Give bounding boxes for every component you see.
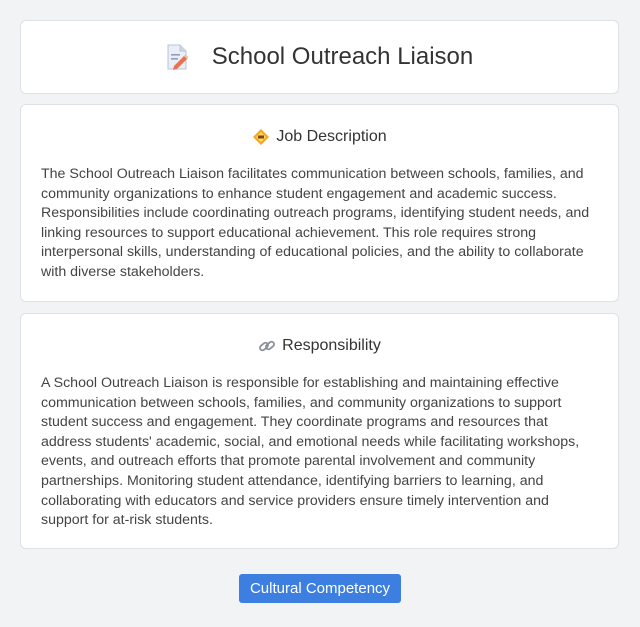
responsibility-title: Responsibility	[282, 337, 381, 354]
job-description-text: The School Outreach Liaison facilitates communication between schools, families, and community organizations to enhance student engagement and academic success. Responsibilities include coordinating outreach programs, identifying student needs, and linking resources to support educational achievement. This role requires strong interpersonal skills, understanding of educational policies, and the ability to collaborate with diverse stakeholders.	[41, 166, 590, 280]
page-title: School Outreach Liaison	[211, 43, 474, 70]
title-card	[20, 20, 619, 94]
skill-tag[interactable]: Cultural Competency	[239, 574, 401, 603]
job-description-title: Job Description	[276, 128, 387, 145]
job-description-heading	[41, 127, 598, 147]
link-icon	[258, 337, 276, 355]
badge-icon	[252, 128, 270, 146]
responsibility-heading	[41, 336, 598, 356]
document-pencil-icon	[166, 44, 188, 70]
job-description-card	[20, 104, 619, 302]
responsibility-card	[20, 313, 619, 549]
responsibility-text: A School Outreach Liaison is responsible for establishing and maintaining effective communication between schools, families, and community organizations to support student success and engagement. They coordinate programs and resources that address students' academic, social, and emotional needs while facilitating workshops, events, and outreach efforts that promote parental involvement and community partnerships. Monitoring student attendance, identifying barriers to learning, and collaborating with educators and service providers ensure timely intervention and support for at-risk students.	[41, 375, 580, 529]
